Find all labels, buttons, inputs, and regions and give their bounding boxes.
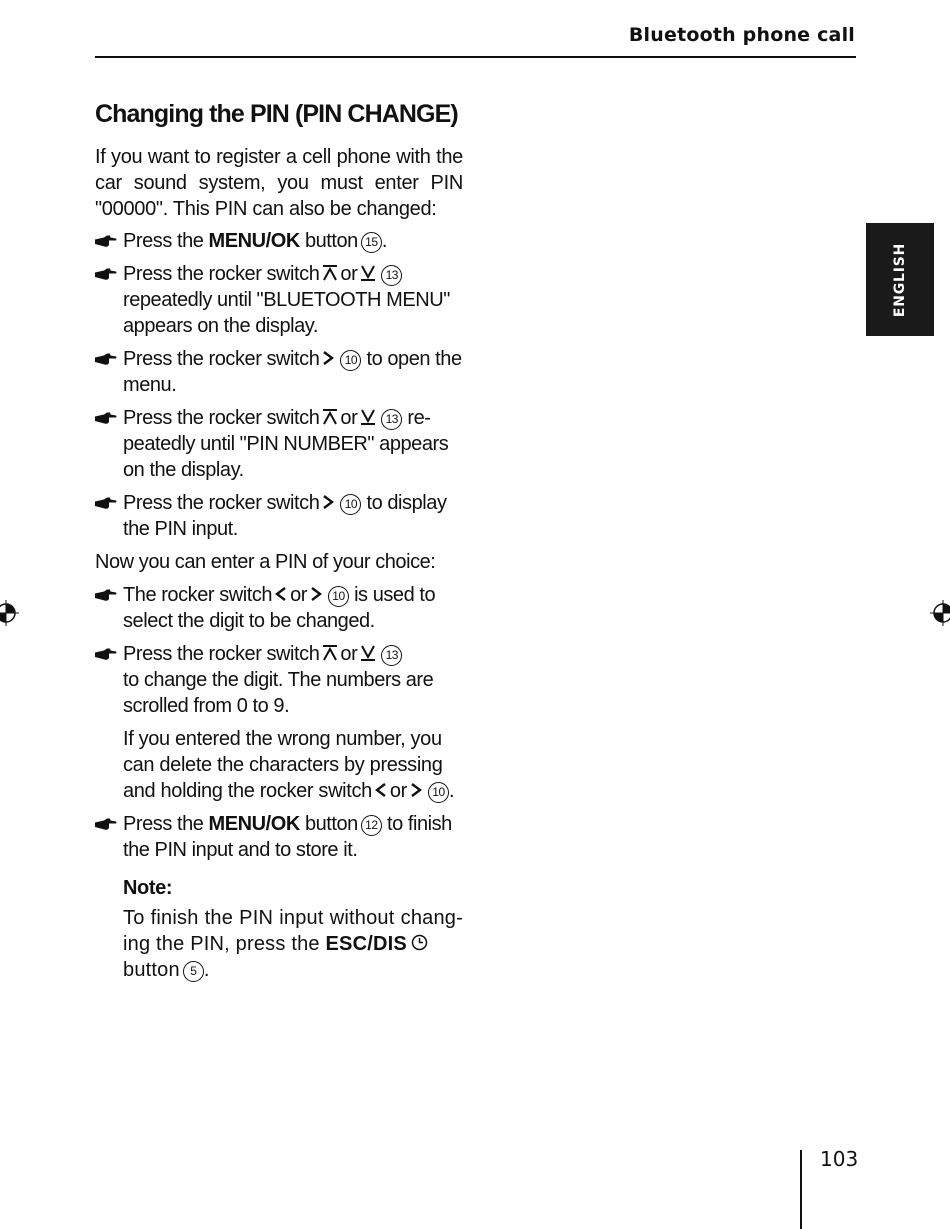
registration-mark-icon xyxy=(930,600,950,626)
note-body: . xyxy=(203,959,210,981)
rocker-down-icon xyxy=(360,264,376,282)
clock-icon xyxy=(411,934,428,951)
step-text: Press the xyxy=(123,230,209,252)
callout-number: 13 xyxy=(381,409,402,430)
footer-rule xyxy=(800,1150,802,1229)
callout-number: 10 xyxy=(328,586,349,607)
step-text: or xyxy=(340,407,358,429)
instruction-step xyxy=(95,346,463,398)
callout-number: 10 xyxy=(428,782,449,803)
step-text: re-peatedly until "PIN NUMBER" appears on the display. xyxy=(123,407,449,481)
callout-number: 5 xyxy=(183,961,204,982)
pointing-hand-icon xyxy=(95,268,117,281)
step-text: button xyxy=(299,230,358,252)
callout-number: 10 xyxy=(340,350,361,371)
choice-paragraph: Now you can enter a PIN of your choice: xyxy=(95,551,436,573)
step-text: . xyxy=(381,230,387,252)
step-text: button xyxy=(299,813,358,835)
paragraph-text: If you entered the wrong number, you can delete the characters by pressing and holding the rocker switch xyxy=(123,728,443,802)
callout-number: 15 xyxy=(361,232,382,253)
step-text: to open the menu. xyxy=(123,348,462,396)
step-text: Press the xyxy=(123,813,209,835)
registration-mark-icon xyxy=(0,600,19,626)
running-header: Bluetooth phone call xyxy=(628,24,855,46)
step-text: or xyxy=(340,263,358,285)
instruction-step xyxy=(95,811,463,863)
intro-paragraph: If you want to register a cell phone with the car sound system, you must enter PIN "00000". This PIN can also be changed: xyxy=(95,146,463,220)
step-text: Press the rocker switch xyxy=(123,263,320,285)
step-text: Press the rocker switch xyxy=(123,348,320,370)
paragraph-text: . xyxy=(448,780,455,802)
pointing-hand-icon xyxy=(95,589,117,602)
note-text xyxy=(95,905,463,983)
esc-dis-label: ESC/DIS xyxy=(325,933,407,955)
language-tab xyxy=(866,223,934,336)
note-body: button xyxy=(123,959,180,981)
step-text: to change the digit. The numbers are scrolled from 0 to 9. xyxy=(123,669,434,717)
pointing-hand-icon xyxy=(95,353,117,366)
callout-number: 12 xyxy=(361,815,382,836)
rocker-up-icon xyxy=(322,644,338,662)
language-tab-label: ENGLISH xyxy=(892,242,908,317)
note-body: To finish the PIN input without chang-ing the PIN, press the xyxy=(123,907,463,955)
instruction-step xyxy=(95,490,463,542)
rocker-right-icon xyxy=(410,781,422,799)
step-text: to finish the PIN input and to store it. xyxy=(123,813,452,861)
step-text: repeatedly until "BLUETOOTH MENU" appears on the display. xyxy=(123,289,450,337)
pointing-hand-icon xyxy=(95,648,117,661)
main-content xyxy=(95,96,463,983)
rocker-right-icon xyxy=(310,585,322,603)
callout-number: 10 xyxy=(340,494,361,515)
step-text: Press the rocker switch xyxy=(123,407,320,429)
wrong-number-paragraph xyxy=(95,726,463,804)
instruction-step xyxy=(95,228,463,254)
pointing-hand-icon xyxy=(95,412,117,425)
rocker-right-icon xyxy=(322,493,334,511)
rocker-right-icon xyxy=(322,349,334,367)
note-title: Note: xyxy=(123,877,173,899)
pointing-hand-icon xyxy=(95,235,117,248)
step-text: Press the rocker switch xyxy=(123,643,320,665)
step-text: The rocker switch xyxy=(123,584,273,606)
rocker-up-icon xyxy=(322,408,338,426)
instruction-step xyxy=(95,405,463,483)
step-text: or xyxy=(290,584,307,606)
callout-number: 13 xyxy=(381,265,402,286)
step-text: or xyxy=(340,643,358,665)
menu-ok-label: MENU/OK xyxy=(208,813,300,835)
page-number: 103 xyxy=(820,1147,859,1171)
step-text: is used to select the digit to be changed. xyxy=(123,584,436,632)
header-rule xyxy=(95,56,856,58)
step-text: to display the PIN input. xyxy=(123,492,447,540)
callout-number: 13 xyxy=(381,645,402,666)
pointing-hand-icon xyxy=(95,818,117,831)
instruction-step xyxy=(95,261,463,339)
rocker-down-icon xyxy=(360,644,376,662)
menu-ok-label: MENU/OK xyxy=(208,230,300,252)
instruction-step xyxy=(95,582,463,634)
paragraph-text: or xyxy=(389,780,407,802)
step-text: Press the rocker switch xyxy=(123,492,320,514)
rocker-left-icon xyxy=(375,781,387,799)
instruction-step xyxy=(95,641,463,719)
rocker-up-icon xyxy=(322,264,338,282)
rocker-left-icon xyxy=(275,585,287,603)
section-title: Changing the PIN (PIN CHANGE) xyxy=(95,100,458,128)
pointing-hand-icon xyxy=(95,497,117,510)
rocker-down-icon xyxy=(360,408,376,426)
